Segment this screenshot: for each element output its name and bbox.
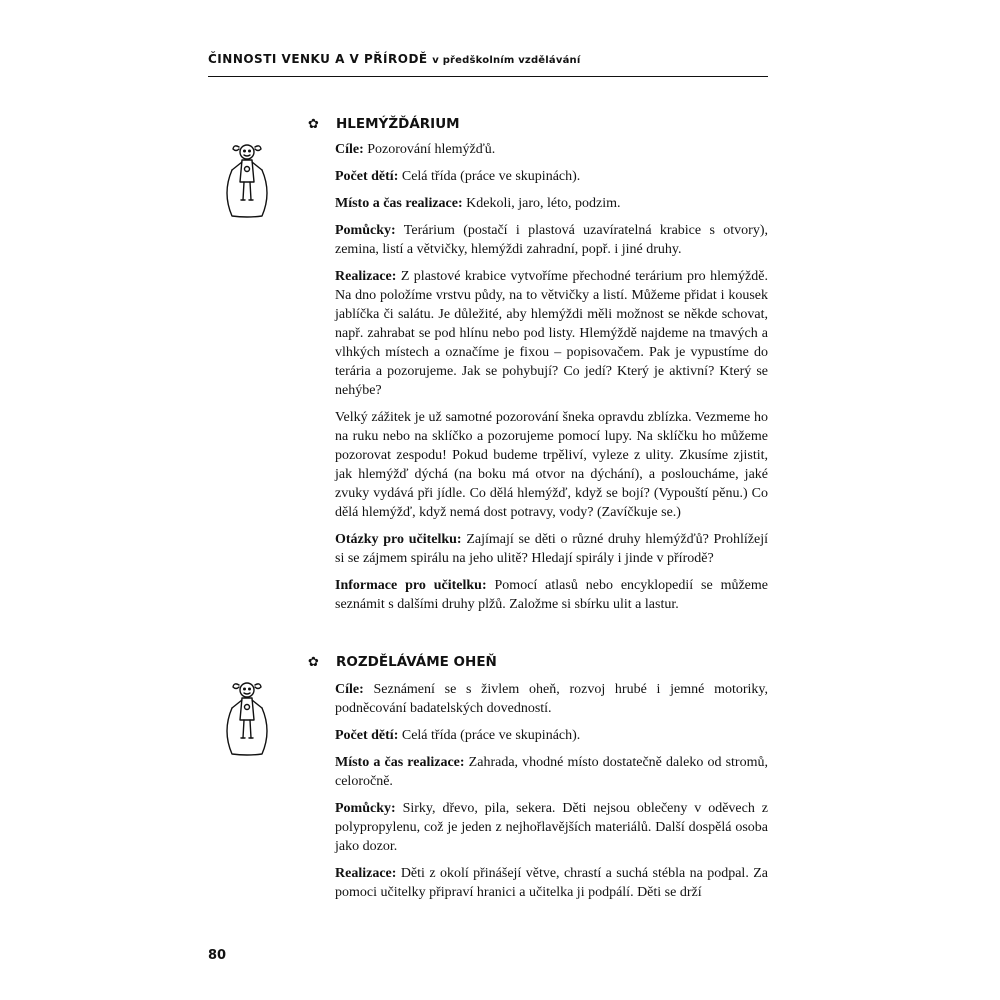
paragraph-label: Pomůcky:	[335, 801, 396, 816]
jump-rope-child-icon	[220, 138, 274, 220]
section-title-fire	[308, 654, 497, 670]
paragraph-text: Děti z okolí přinášejí větve, chrastí a suchá stébla na podpal. Za pomoci učitelky připraví hranici a učitelka ji podpálí. Děti se drží	[335, 866, 768, 900]
paragraph-text: Seznámení se s živlem oheň, rozvoj hrubé i jemné motoriky, podněcování badatelských dovedností.	[335, 682, 768, 716]
section-title-text: HLEMÝŽĎÁRIUM	[336, 116, 460, 132]
paragraph-goals	[335, 140, 768, 159]
paragraph-text: Z plastové krabice vytvoříme přechodné terárium pro hlemýždě. Na dno položíme vrstvu půdy, na to větvičky a listí. Můžeme přidat i kousek jablíčka či salátu. Je důležité, aby hlemýždi měli možnost se někde schovat, např. zahrabat se pod hlínu nebo pod listy. Hlemýždě najdeme na tmavých a vlhkých místech a označíme je fixou – popisovačem. Pak je vypustíme do terária a pozorujeme. Jak se pohybují? Co jedí? Který je aktivní? Který se nehýbe?	[335, 269, 768, 398]
paragraph-teacher-info	[335, 576, 768, 614]
paragraph-label: Počet dětí:	[335, 169, 399, 184]
flower-icon: ✿	[308, 117, 319, 132]
paragraph-place-time	[335, 753, 768, 791]
page-number: 80	[208, 948, 227, 963]
section-body-fire	[335, 680, 768, 910]
paragraph-teacher-questions	[335, 530, 768, 568]
paragraph-text: Pomocí atlasů nebo encyklopedií se můžeme seznámit s dalšími druhy plžů. Založme si sbírku ulit a lastur.	[335, 578, 768, 612]
paragraph-label: Informace pro učitelku:	[335, 578, 487, 593]
paragraph-text: Celá třída (práce ve skupinách).	[398, 728, 581, 743]
paragraph-text: Zahrada, vhodné místo dostatečně daleko od stromů, celoročně.	[335, 755, 768, 789]
paragraph-text: Sirky, dřevo, pila, sekera. Děti nejsou oblečeny v oděvech z polypropylenu, což je jeden z nejhořlavějších materiálů. Další dospělá osoba jako dozor.	[335, 801, 768, 854]
paragraph-tools	[335, 221, 768, 259]
paragraph-goals	[335, 680, 768, 718]
section-title-hlemyzdarium	[308, 116, 460, 132]
running-head-title: ČINNOSTI VENKU A V PŘÍRODĚ	[208, 52, 428, 66]
paragraph-label: Realizace:	[335, 866, 397, 881]
section-body-hlemyzdarium	[335, 140, 768, 622]
running-head	[208, 52, 768, 66]
paragraph-text: Kdekoli, jaro, léto, podzim.	[462, 196, 621, 211]
header-rule	[208, 76, 768, 77]
paragraph-label: Místo a čas realizace:	[335, 196, 463, 211]
paragraph-realization	[335, 864, 768, 902]
section-title-text: ROZDĚLÁVÁME OHEŇ	[336, 654, 497, 670]
paragraph-realization	[335, 267, 768, 400]
paragraph-text: Zajímají se děti o různé druhy hlemýžďů? Prohlížejí si se zájmem spirálu na jeho ulitě? Hledají spirály i jinde v přírodě?	[335, 532, 768, 566]
paragraph-label: Cíle:	[335, 142, 364, 157]
paragraph-children-count	[335, 167, 768, 186]
running-head-subtitle: v předškolním vzdělávání	[432, 55, 581, 66]
paragraph-label: Pomůcky:	[335, 223, 396, 238]
paragraph-tools	[335, 799, 768, 856]
paragraph-label: Místo a čas realizace:	[335, 755, 465, 770]
paragraph-label: Cíle:	[335, 682, 364, 697]
paragraph-place-time	[335, 194, 768, 213]
paragraph-text: Pozorování hlemýžďů.	[363, 142, 496, 157]
paragraph-label: Realizace:	[335, 269, 397, 284]
paragraph-label: Počet dětí:	[335, 728, 399, 743]
paragraph-text: Velký zážitek je už samotné pozorování šneka opravdu zblízka. Vezmeme ho na ruku nebo na sklíčko a pozorujeme pomocí lupy. Na sklíčku ho můžeme pozorovat zespodu! Pokud budeme trpěliví, vyleze z ulity. Zkusíme zjistit, jak hlemýžď dýchá (na boku má otvor na dýchání), a posloucháme, jaké zvuky vydává při jídle. Co dělá hlemýžď, když se bojí? (Vypouští pěnu.) Co dělá hlemýžď, když nemá dost potravy, vody? (Zavíčkuje se.)	[335, 410, 768, 520]
jump-rope-child-icon	[220, 676, 274, 758]
paragraph-text: Terárium (postačí i plastová uzavíratelná krabice s otvory), zemina, listí a větvičky, hlemýždi zahradní, popř. i jiné druhy.	[335, 223, 768, 257]
paragraph-label: Otázky pro učitelku:	[335, 532, 462, 547]
paragraph-text: Celá třída (práce ve skupinách).	[398, 169, 581, 184]
paragraph-observation	[335, 408, 768, 522]
paragraph-children-count	[335, 726, 768, 745]
flower-icon: ✿	[308, 655, 319, 670]
